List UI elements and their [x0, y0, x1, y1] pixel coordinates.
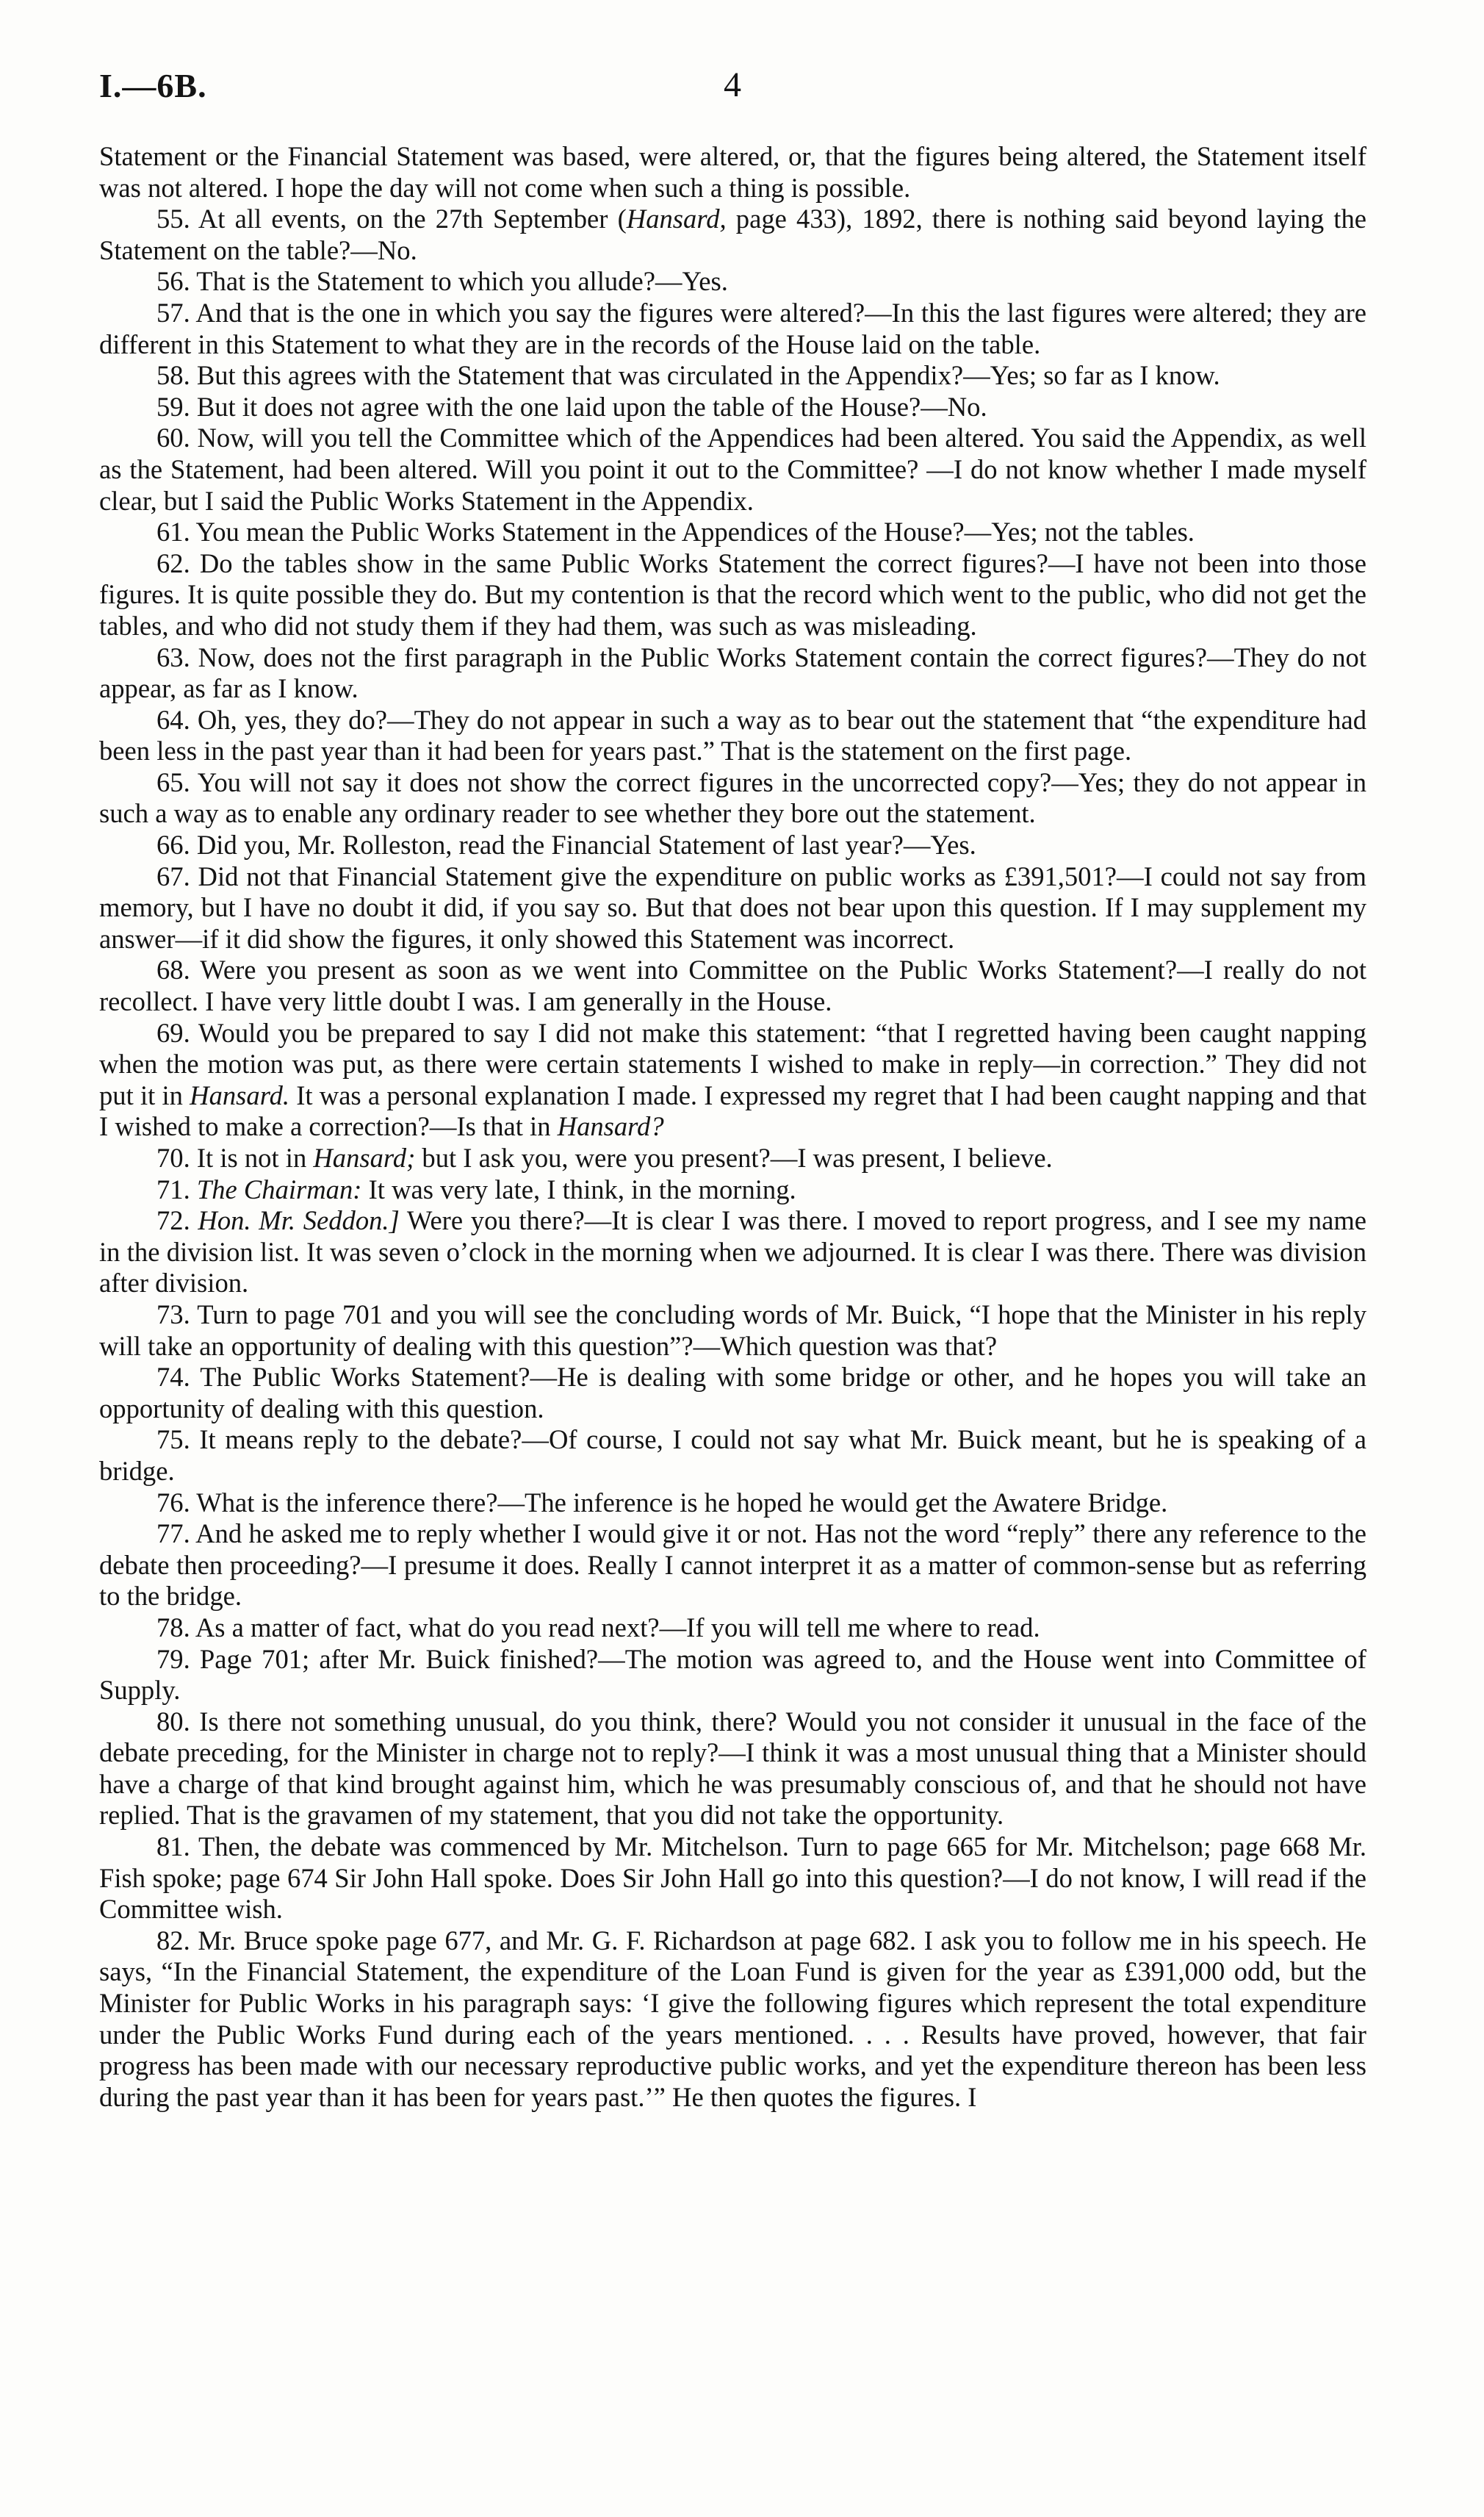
paragraph-q55: 55. At all events, on the 27th September (Hansard, page 433), 1892, there is nothing said beyond laying the Statement on the table?—No. — [99, 204, 1366, 265]
paragraph-q72: 72. Hon. Mr. Seddon.] Were you there?—It is clear I was there. I moved to report progress, and I see my name in the division list. It was seven o’clock in the morning when we adjourned. It is clear I was there. There was division after division. — [99, 1205, 1367, 1299]
paragraph-q65: 65. You will not say it does not show the correct figures in the uncorrected copy?—Yes; they do not appear in such a way as to enable any ordinary reader to see whether they bore out the statement. — [99, 766, 1366, 829]
paragraph-q59: 59. But it does not agree with the one laid upon the table of the House?—No. — [156, 391, 987, 422]
paragraph-q80: 80. Is there not something unusual, do you think, there? Would you not consider it unusual in the face of the debate preceding, for the Minister in charge not to reply?—I think it was a most unusual thing that a Minister should have a charge of that kind brought against him, which he was presumably conscious of, and that he should not have replied. That is the gravamen of my statement, that you did not take the opportunity. — [99, 1706, 1366, 1831]
paragraph-q70: 70. It is not in Hansard; but I ask you, were you present?—I was present, I believe. — [156, 1143, 1053, 1173]
paragraph-q66: 66. Did you, Mr. Rolleston, read the Financial Statement of last year?—Yes. — [156, 830, 976, 861]
paragraph-q57: 57. And that is the one in which you say the figures were altered?—In this the last figures were altered; they are different in this Statement to what they are in the records of the House laid on the table. — [99, 297, 1366, 359]
paragraph-q76: 76. What is the inference there?—The inference is he hoped he would get the Awatere Bridge. — [156, 1487, 1168, 1518]
document-reference: I.—6B. — [99, 67, 207, 104]
paragraph-q63: 63. Now, does not the first paragraph in the Public Works Statement contain the correct figures?—They do not appear, as far as I know. — [99, 642, 1366, 704]
paragraph-q64: 64. Oh, yes, they do?—They do not appear in such a way as to bear out the statement that “the expenditure had been less in the past year than it had been for years past.” That is the statement on the first page. — [99, 704, 1366, 766]
paragraph-q71: 71. The Chairman: It was very late, I think, in the morning. — [156, 1174, 796, 1204]
paragraph-q58: 58. But this agrees with the Statement that was circulated in the Appendix?—Yes; so far as I know. — [156, 360, 1220, 391]
body-text — [99, 141, 1366, 2113]
paragraph-q56: 56. That is the Statement to which you allude?—Yes. — [156, 266, 728, 297]
paragraph-q73: 73. Turn to page 701 and you will see the concluding words of Mr. Buick, “I hope that the Minister in his reply will take an opportunity of dealing with this question”?—Which question was that? — [99, 1299, 1366, 1361]
paragraph-q74: 74. The Public Works Statement?—He is dealing with some bridge or other, and he hopes you will take an opportunity of dealing with this question. — [99, 1362, 1366, 1423]
paragraph-q81: 81. Then, the debate was commenced by Mr. Mitchelson. Turn to page 665 for Mr. Mitchelson; page 668 Mr. Fish spoke; page 674 Sir John Hall spoke. Does Sir John Hall go into this question?—I do not know, I will read if the Committee wish. — [99, 1831, 1366, 1925]
paragraph-q69: 69. Would you be prepared to say I did not make this statement: “that I regretted having been caught napping when the motion was put, as there were certain statements I wished to make in reply—in correction.” They did not put it in Hansard. It was a personal explanation I made. I expressed my regret that I had been caught napping and that I wished to make a correction?—Is that in Hansard? — [99, 1017, 1366, 1142]
paragraph-q78: 78. As a matter of fact, what do you read next?—If you will tell me where to read. — [156, 1612, 1040, 1642]
paragraph-q60: 60. Now, will you tell the Committee which of the Appendices had been altered. You said the Appendix, as well as the Statement, had been altered. Will you point it out to the Committee? —I do not know whether I made myself clear, but I said the Public Works Statement in the Appendix. — [99, 423, 1366, 516]
paragraph-continued: Statement or the Financial Statement was based, were altered, or, that the figures being altered, the Statement itself was not altered. I hope the day will not come when such a thing is possible. — [99, 141, 1366, 203]
paragraph-q77: 77. And he asked me to reply whether I would give it or not. Has not the word “reply” there any reference to the debate then proceeding?—I presume it does. Really I cannot interpret it as a matter of common-sense but as referring to the bridge. — [99, 1518, 1366, 1612]
paragraph-q61: 61. You mean the Public Works Statement in the Appendices of the House?—Yes; not the tables. — [156, 517, 1195, 547]
paragraph-q68: 68. Were you present as soon as we went into Committee on the Public Works Statement?—I really do not recollect. I have very little doubt I was. I am generally in the House. — [99, 955, 1366, 1017]
paragraph-q67: 67. Did not that Financial Statement give the expenditure on public works as £391,501?—I could not say from memory, but I have no doubt it did, if you say so. But that does not bear upon this question. If I may supplement my answer—if it did show the figures, it only showed this Statement was incorrect. — [99, 861, 1366, 954]
paragraph-q82: 82. Mr. Bruce spoke page 677, and Mr. G. F. Richardson at page 682. I ask you to follow me in his speech. He says, “In the Financial Statement, the expenditure of the Loan Fund is given for the year as £391,000 odd, but the Minister for Public Works in his paragraph says: ‘I give the following figures which represent the total expenditure under the Public Works Fund during each of the years mentioned. . . . Results have proved, however, that fair progress has been made with our necessary reproductive public works, and yet the expenditure thereon has been less during the past year than it has been for years past.’” He then quotes the figures. I — [99, 1925, 1366, 2112]
page-number: 4 — [724, 65, 741, 104]
paragraph-q79: 79. Page 701; after Mr. Buick finished?—The motion was agreed to, and the House went into Committee of Supply. — [99, 1643, 1366, 1706]
paragraph-q75: 75. It means reply to the debate?—Of course, I could not say what Mr. Buick meant, but he is speaking of a bridge. — [99, 1424, 1366, 1486]
paragraph-q62: 62. Do the tables show in the same Public Works Statement the correct figures?—I have not been into those figures. It is quite possible they do. But my contention is that the record which went to the public, who did not get the tables, and who did not study them if they had them, was such as was misleading. — [99, 547, 1366, 641]
